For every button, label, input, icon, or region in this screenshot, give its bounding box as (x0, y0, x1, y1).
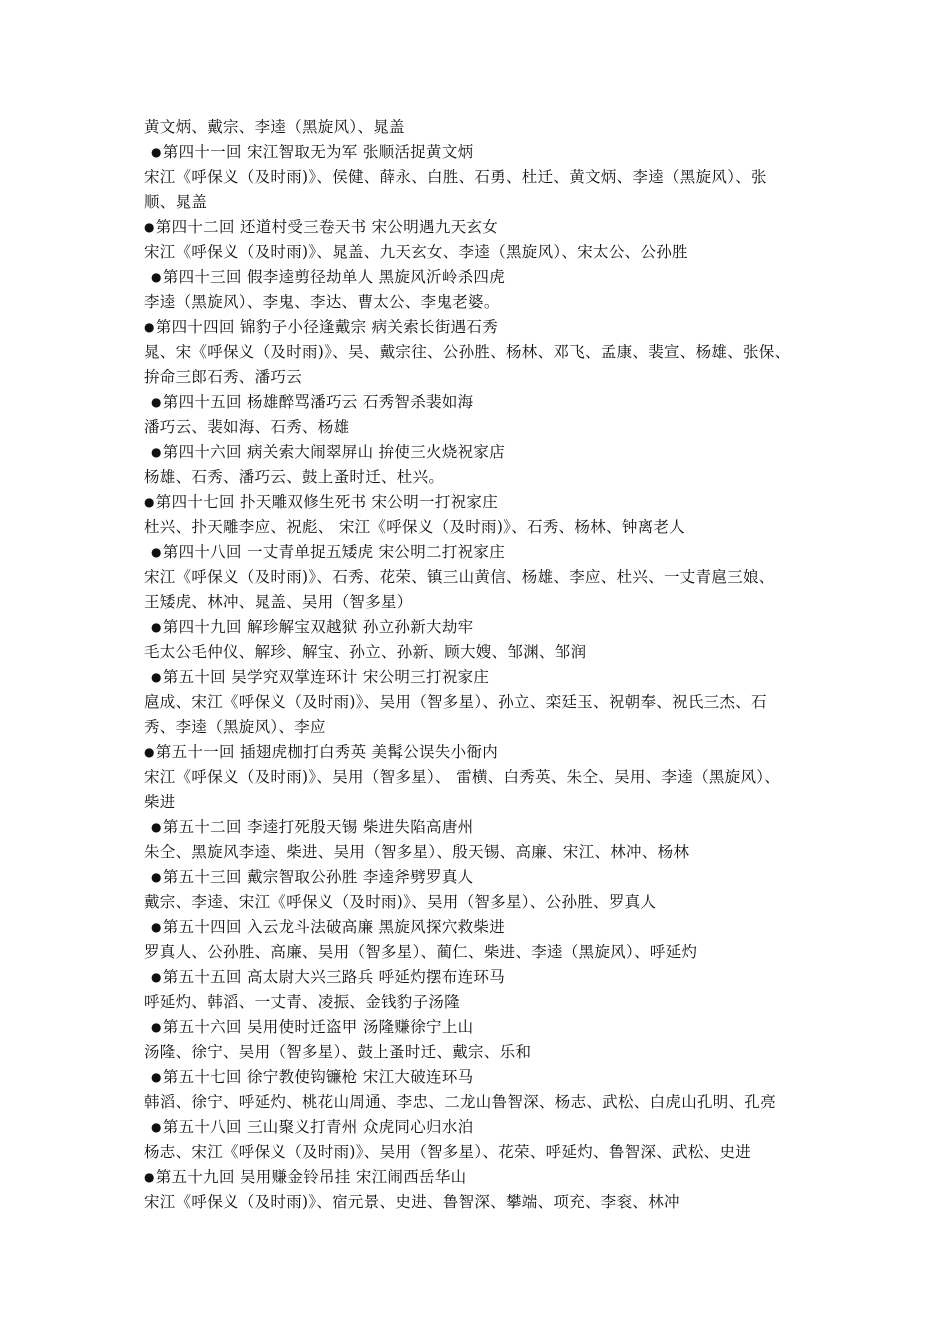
character-list-line: 顺、晁盖 (144, 193, 208, 211)
chapter-title: 第四十九回 解珍解宝双越狱 孙立孙新大劫牢 (162, 618, 474, 636)
bullet-icon: ● (144, 495, 155, 509)
chapter-title: 第四十六回 病关索大闹翠屏山 拚使三火烧祝家店 (162, 443, 506, 461)
character-list-line: 杨志、宋江《呼保义（及时雨)》、吴用（智多星）、花荣、呼延灼、鲁智深、武松、史进 (144, 1143, 752, 1161)
chapter-title: 第四十二回 还道村受三卷天书 宋公明遇九天玄女 (155, 218, 499, 236)
chapter-title: 第五十回 吴学究双掌连环计 宋公明三打祝家庄 (162, 668, 490, 686)
character-list-line: 宋江《呼保义（及时雨)》、晁盖、九天玄女、李逵（黑旋风）、宋太公、公孙胜 (144, 243, 688, 261)
chapter-title: 第五十八回 三山聚义打青州 众虎同心归水泊 (162, 1118, 474, 1136)
character-list-line: 罗真人、公孙胜、高廉、吴用（智多星）、蔺仁、柴进、李逵（黑旋风）、呼延灼 (144, 943, 698, 961)
bullet-icon: ● (151, 870, 162, 884)
bullet-icon: ● (144, 745, 155, 759)
bullet-icon: ● (144, 1170, 155, 1184)
chapter-title: 第五十五回 高太尉大兴三路兵 呼延灼摆布连环马 (162, 968, 506, 986)
chapter-heading (144, 965, 824, 990)
bullet-icon: ● (151, 545, 162, 559)
chapter-heading (144, 1115, 824, 1140)
chapter-title: 第四十一回 宋江智取无为军 张顺活捉黄文炳 (162, 143, 474, 161)
character-list-line: 朱仝、黑旋风李逵、柴进、吴用（智多星）、殷天锡、高廉、宋江、林冲、杨林 (144, 843, 690, 861)
chapter-heading (144, 815, 824, 840)
chapter-title: 第五十二回 李逵打死殷天锡 柴进失陷高唐州 (162, 818, 474, 836)
bullet-icon: ● (144, 220, 155, 234)
chapter-title: 第五十九回 吴用赚金铃吊挂 宋江闹西岳华山 (155, 1168, 467, 1186)
character-list-line: 宋江《呼保义（及时雨)》、石秀、花荣、镇三山黄信、杨雄、李应、杜兴、一丈青扈三娘、 (144, 568, 775, 586)
chapter-title: 第四十七回 扑天雕双修生死书 宋公明一打祝家庄 (155, 493, 499, 511)
chapter-title: 第五十一回 插翅虎枷打白秀英 美髯公误失小衙内 (155, 743, 499, 761)
character-list-line: 宋江《呼保义（及时雨)》、宿元景、史进、鲁智深、攀端、项充、李衮、林冲 (144, 1193, 680, 1211)
chapter-title: 第四十三回 假李逵剪径劫单人 黑旋风沂岭杀四虎 (162, 268, 506, 286)
character-list-line: 王矮虎、林冲、晁盖、吴用（智多星） (144, 593, 413, 611)
chapter-title: 第五十三回 戴宗智取公孙胜 李逵斧劈罗真人 (162, 868, 474, 886)
chapter-heading (144, 1165, 824, 1190)
chapter-heading (144, 315, 824, 340)
bullet-icon: ● (151, 1020, 162, 1034)
chapter-heading (144, 140, 824, 165)
bullet-icon: ● (151, 620, 162, 634)
character-list-line: 呼延灼、韩滔、一丈青、凌振、金钱豹子汤隆 (144, 993, 461, 1011)
character-list-line: 毛太公毛仲仪、解珍、解宝、孙立、孙新、顾大嫂、邹渊、邹润 (144, 643, 587, 661)
character-list-line: 黄文炳、戴宗、李逵（黑旋风）、晁盖 (144, 118, 405, 136)
chapter-title: 第四十八回 一丈青单捉五矮虎 宋公明二打祝家庄 (162, 543, 506, 561)
bullet-icon: ● (151, 920, 162, 934)
chapter-heading (144, 390, 824, 415)
chapter-heading (144, 740, 824, 765)
bullet-icon: ● (151, 270, 162, 284)
bullet-icon: ● (151, 1070, 162, 1084)
chapter-title: 第四十五回 杨雄醉骂潘巧云 石秀智杀裴如海 (162, 393, 474, 411)
bullet-icon: ● (151, 820, 162, 834)
chapter-heading (144, 665, 824, 690)
chapter-heading (144, 265, 824, 290)
character-list-line: 扈成、宋江《呼保义（及时雨)》、吴用（智多星）、孙立、栾廷玉、祝朝奉、祝氏三杰、石 (144, 693, 767, 711)
chapter-heading (144, 615, 824, 640)
chapter-title: 第五十四回 入云龙斗法破高廉 黑旋风探穴救柴进 (162, 918, 506, 936)
bullet-icon: ● (151, 970, 162, 984)
character-list-line: 杜兴、扑天雕李应、祝彪、 宋江《呼保义（及时雨)》、石秀、杨林、钟离老人 (144, 518, 686, 536)
character-list-line: 晁、宋《呼保义（及时雨)》、吴、戴宗往、公孙胜、杨林、邓飞、孟康、裴宣、杨雄、张保、 (144, 343, 791, 361)
bullet-icon: ● (151, 395, 162, 409)
chapter-heading (144, 865, 824, 890)
bullet-icon: ● (151, 1120, 162, 1134)
bullet-icon: ● (151, 145, 162, 159)
character-list-line: 汤隆、徐宁、吴用（智多星）、鼓上蚤时迁、戴宗、乐和 (144, 1043, 532, 1061)
chapter-title: 第四十四回 锦豹子小径逢戴宗 病关索长街遇石秀 (155, 318, 499, 336)
character-list-line: 拚命三郎石秀、潘巧云 (144, 368, 303, 386)
chapter-heading (144, 215, 824, 240)
chapter-title: 第五十六回 吴用使时迁盗甲 汤隆赚徐宁上山 (162, 1018, 474, 1036)
chapter-title: 第五十七回 徐宁教使钩镰枪 宋江大破连环马 (162, 1068, 474, 1086)
bullet-icon: ● (151, 670, 162, 684)
document-page (144, 115, 824, 1215)
chapter-heading (144, 1065, 824, 1090)
character-list-line: 秀、李逵（黑旋风）、李应 (144, 718, 326, 736)
character-list-line: 李逵（黑旋风）、李鬼、李达、曹太公、李鬼老婆。 (144, 293, 500, 311)
bullet-icon: ● (144, 320, 155, 334)
chapter-heading (144, 915, 824, 940)
character-list-line: 潘巧云、裴如海、石秀、杨雄 (144, 418, 350, 436)
chapter-heading (144, 490, 824, 515)
chapter-heading (144, 540, 824, 565)
chapter-heading (144, 1015, 824, 1040)
character-list-line: 杨雄、石秀、潘巧云、鼓上蚤时迁、杜兴。 (144, 468, 445, 486)
character-list-line: 宋江《呼保义（及时雨)》、吴用（智多星）、 雷横、白秀英、朱仝、吴用、李逵（黑旋风）、 (144, 768, 781, 786)
chapter-heading (144, 440, 824, 465)
bullet-icon: ● (151, 445, 162, 459)
character-list-line: 柴进 (144, 793, 176, 811)
character-list-line: 韩滔、徐宁、呼延灼、桃花山周通、李忠、二龙山鲁智深、杨志、武松、白虎山孔明、孔亮 (144, 1093, 777, 1111)
character-list-line: 戴宗、李逵、宋江《呼保义（及时雨)》、吴用（智多星）、公孙胜、罗真人 (144, 893, 657, 911)
character-list-line: 宋江《呼保义（及时雨)》、侯健、薛永、白胜、石勇、杜迁、黄文炳、李逵（黑旋风）、张 (144, 168, 767, 186)
